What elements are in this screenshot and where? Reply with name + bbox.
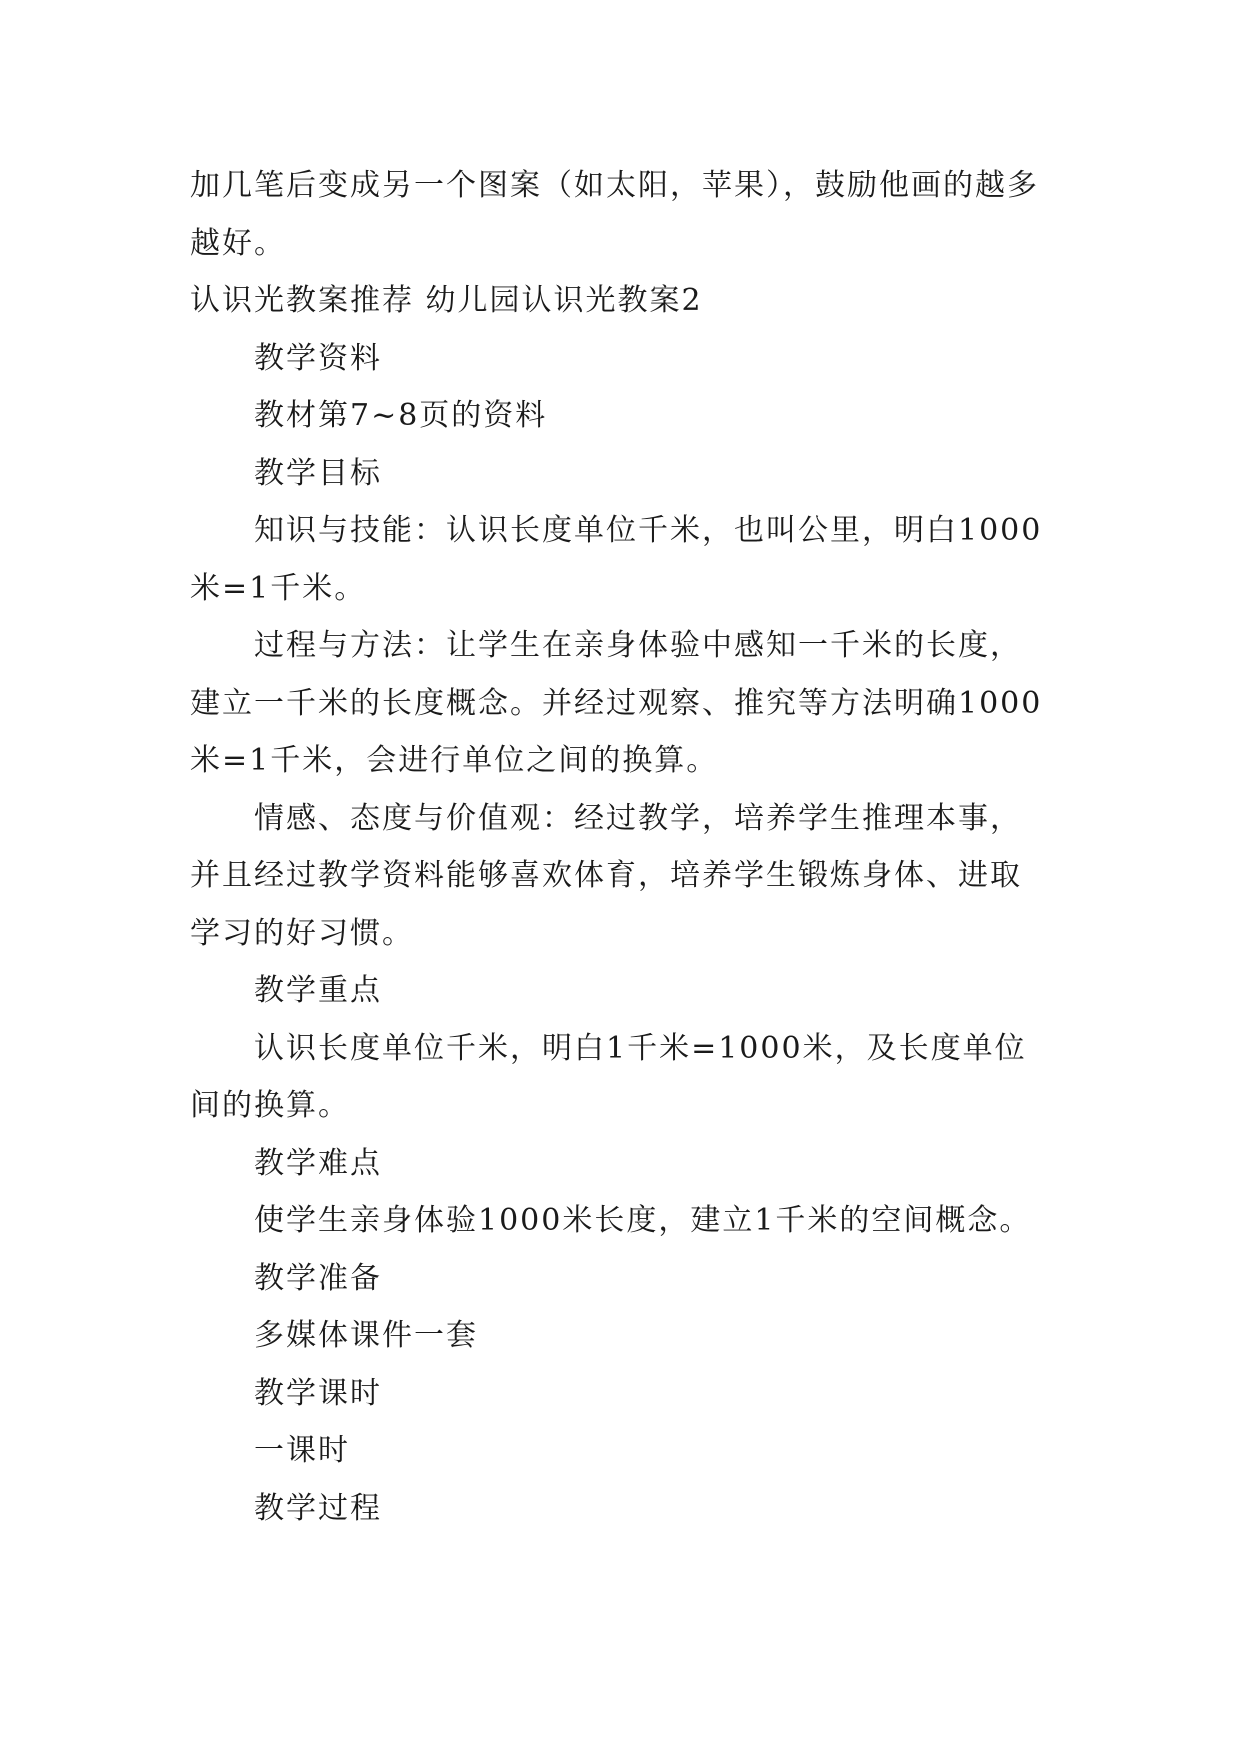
heading-difficulties: 教学难点 (254, 1145, 382, 1181)
paragraph-process-methods: 过程与方法：让学生在亲身体验中感知一千米的长度，建立一千米的长度概念。并经过观察、推究等方法明确1000米=1千米，会进行单位之间的换算。 (190, 628, 1043, 778)
paragraph-preparation: 多媒体课件一套 (254, 1318, 478, 1353)
paragraph-knowledge-skills: 知识与技能：认识长度单位千米，也叫公里，明白1000米=1千米。 (190, 513, 1043, 606)
paragraph-drawing-continuation: 加几笔后变成另一个图案（如太阳，苹果），鼓励他画的越多越好。 (190, 168, 1039, 261)
heading-preparation: 教学准备 (254, 1260, 382, 1296)
paragraph-difficulties: 使学生亲身体验1000米长度，建立1千米的空间概念。 (254, 1203, 1032, 1238)
heading-teaching-objectives: 教学目标 (254, 455, 382, 491)
heading-class-hours: 教学课时 (254, 1375, 382, 1411)
paragraph-textbook-pages: 教材第7~8页的资料 (254, 398, 548, 433)
heading-teaching-materials: 教学资料 (254, 340, 382, 376)
section-heading-lesson-2: 认识光教案推荐 幼儿园认识光教案2 (190, 283, 703, 318)
paragraph-emotion-values: 情感、态度与价值观：经过教学，培养学生推理本事，并且经过教学资料能够喜欢体育，培养学生锻炼身体、进取学习的好习惯。 (190, 800, 1022, 951)
heading-key-points: 教学重点 (254, 973, 382, 1008)
heading-teaching-process: 教学过程 (254, 1490, 382, 1526)
paragraph-class-hours: 一课时 (254, 1433, 350, 1468)
document-body (190, 157, 1050, 1537)
paragraph-key-points: 认识长度单位千米，明白1千米=1000米，及长度单位间的换算。 (190, 1030, 1027, 1123)
